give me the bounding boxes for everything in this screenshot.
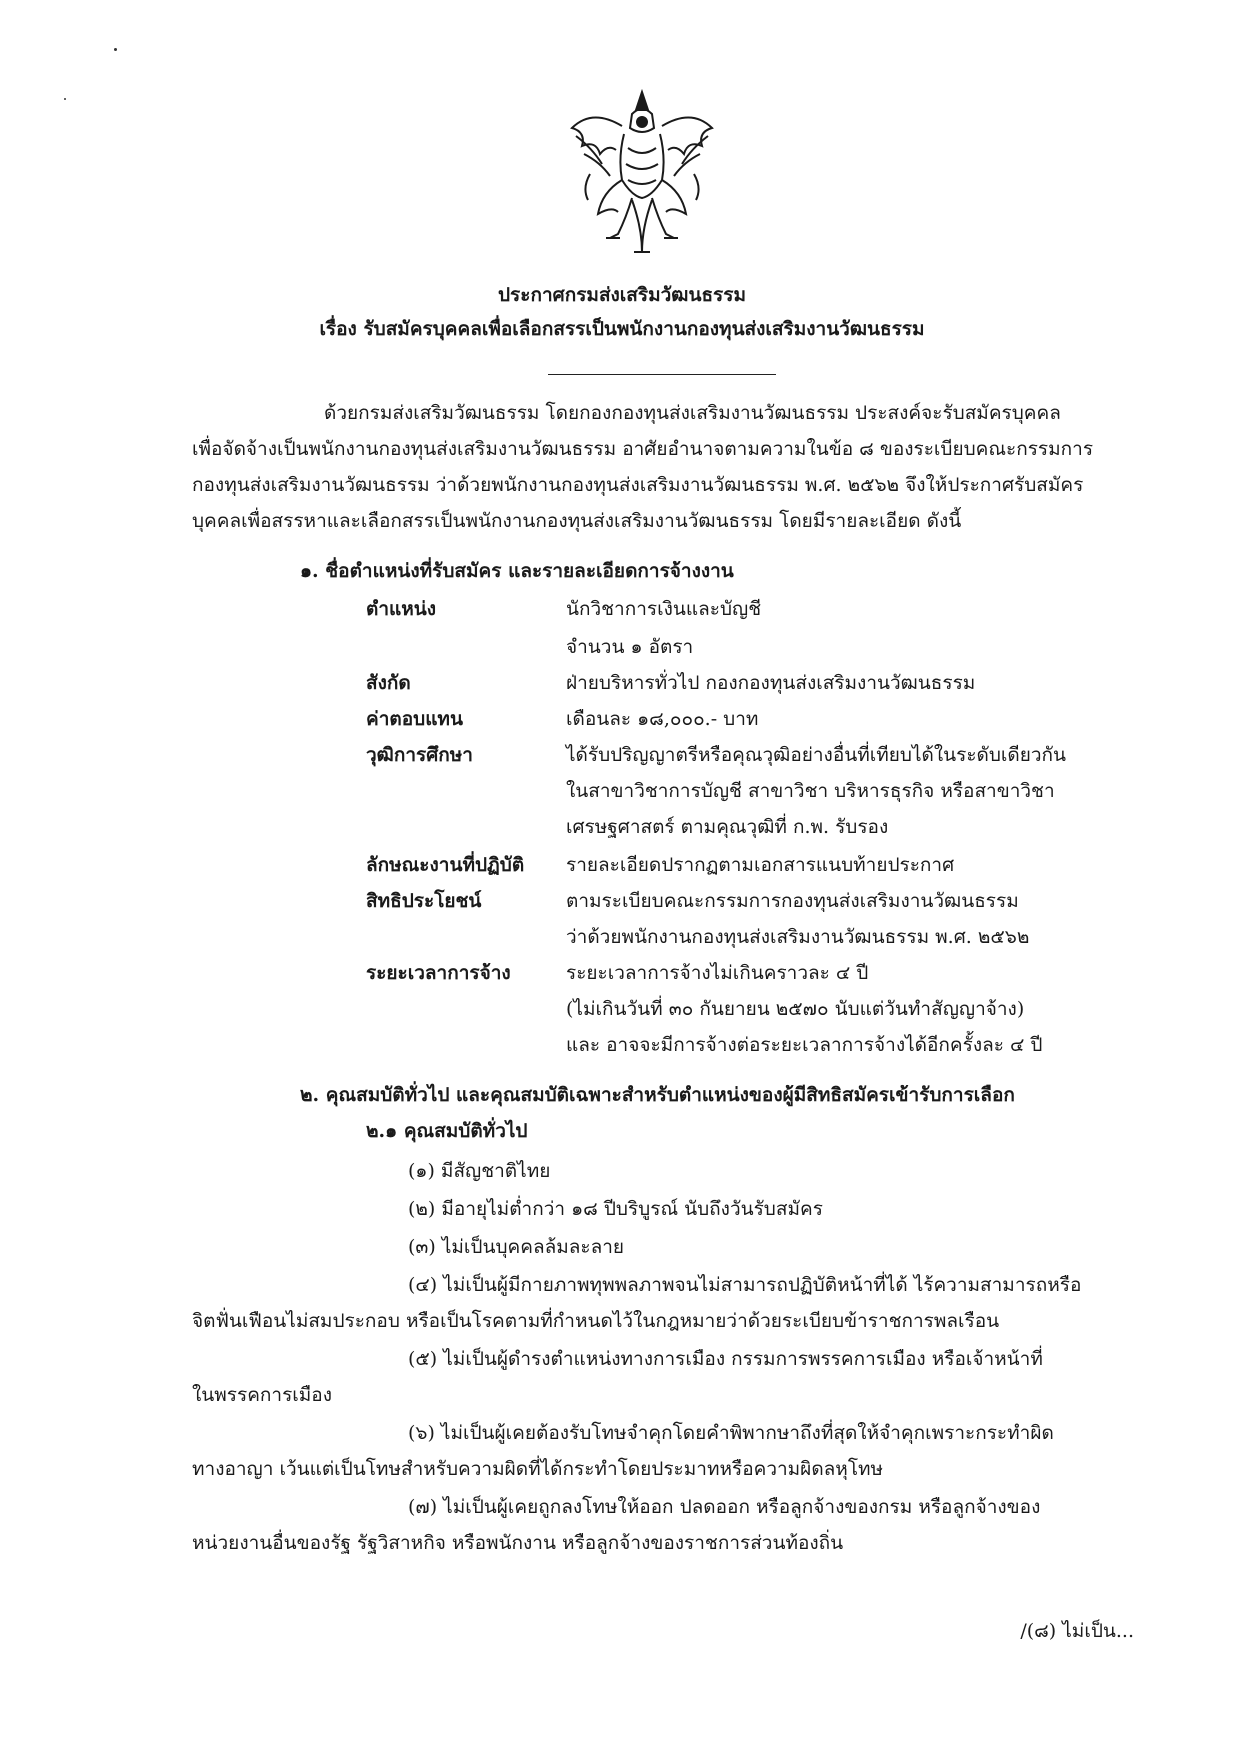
field-value-education: เศรษฐศาสตร์ ตามคุณวุฒิที่ ก.พ. รับรอง xyxy=(566,816,889,838)
field-value-term: ระยะเวลาการจ้างไม่เกินคราวละ ๔ ปี xyxy=(566,962,869,984)
field-label-term: ระยะเวลาการจ้าง xyxy=(366,962,511,984)
qualification-item-cont: ในพรรคการเมือง xyxy=(192,1384,332,1406)
field-value-benefits: ตามระเบียบคณะกรรมการกองทุนส่งเสริมงานวัฒนธรรม xyxy=(566,890,1019,912)
announcement-subject: เรื่อง รับสมัครบุคคลเพื่อเลือกสรรเป็นพนักงานกองทุนส่งเสริมงานวัฒนธรรม xyxy=(319,318,925,340)
field-value-term: และ อาจจะมีการจ้างต่อระยะเวลาการจ้างได้อีกครั้งละ ๔ ปี xyxy=(566,1034,1043,1056)
field-value-term: (ไม่เกินวันที่ ๓๐ กันยายน ๒๕๗๐ นับแต่วันทำสัญญาจ้าง) xyxy=(566,998,1025,1020)
announcement-title: ประกาศกรมส่งเสริมวัฒนธรรม xyxy=(498,284,746,306)
title-divider xyxy=(548,374,776,375)
field-value-duties: รายละเอียดปรากฏตามเอกสารแนบท้ายประกาศ xyxy=(566,854,955,876)
scan-speck xyxy=(114,48,117,51)
field-value-benefits: ว่าด้วยพนักงานกองทุนส่งเสริมงานวัฒนธรรม พ.ศ. ๒๕๖๒ xyxy=(566,926,1030,948)
garuda-emblem-icon xyxy=(562,88,722,258)
intro-line: เพื่อจัดจ้างเป็นพนักงานกองทุนส่งเสริมงานวัฒนธรรม อาศัยอำนาจตามความในข้อ ๘ ของระเบียบคณะกรรมการ xyxy=(192,438,1094,460)
field-value-education: ในสาขาวิชาการบัญชี สาขาวิชา บริหารธุรกิจ หรือสาขาวิชา xyxy=(566,780,1055,802)
page-continuation: /(๘) ไม่เป็น... xyxy=(1020,1620,1134,1642)
field-label-position: ตำแหน่ง xyxy=(366,598,437,620)
field-value-salary: เดือนละ ๑๘,๐๐๐.- บาท xyxy=(566,708,759,730)
field-label-benefits: สิทธิประโยชน์ xyxy=(366,890,482,912)
field-label-salary: ค่าตอบแทน xyxy=(366,708,463,730)
qualification-item-cont: หน่วยงานอื่นของรัฐ รัฐวิสาหกิจ หรือพนักงาน หรือลูกจ้างของราชการส่วนท้องถิ่น xyxy=(192,1532,844,1554)
section2-subheading: ๒.๑ คุณสมบัติทั่วไป xyxy=(366,1120,528,1142)
intro-line: ด้วยกรมส่งเสริมวัฒนธรรม โดยกองกองทุนส่งเสริมงานวัฒนธรรม ประสงค์จะรับสมัครบุคคล xyxy=(324,402,1061,424)
qualification-item-cont: จิตฟั่นเฟือนไม่สมประกอบ หรือเป็นโรคตามที่กำหนดไว้ในกฎหมายว่าด้วยระเบียบข้าราชการพลเรือน xyxy=(192,1310,1000,1332)
qualification-item-cont: ทางอาญา เว้นแต่เป็นโทษสำหรับความผิดที่ได้กระทำโดยประมาทหรือความผิดลหุโทษ xyxy=(192,1458,884,1480)
qualification-item: (๒) มีอายุไม่ต่ำกว่า ๑๘ ปีบริบูรณ์ นับถึงวันรับสมัคร xyxy=(408,1198,823,1220)
section1-heading: ๑. ชื่อตำแหน่งที่รับสมัคร และรายละเอียดการจ้างงาน xyxy=(300,560,734,582)
section2-heading: ๒. คุณสมบัติทั่วไป และคุณสมบัติเฉพาะสำหรับตำแหน่งของผู้มีสิทธิสมัครเข้ารับการเลือก xyxy=(300,1084,1015,1106)
qualification-item: (๑) มีสัญชาติไทย xyxy=(408,1160,551,1182)
field-value-position-count: จำนวน ๑ อัตรา xyxy=(566,636,694,658)
qualification-item: (๖) ไม่เป็นผู้เคยต้องรับโทษจำคุกโดยคำพิพากษาถึงที่สุดให้จำคุกเพราะกระทำผิด xyxy=(408,1422,1054,1444)
field-label-duties: ลักษณะงานที่ปฏิบัติ xyxy=(366,854,525,876)
field-value-position: นักวิชาการเงินและบัญชี xyxy=(566,598,762,620)
intro-line: บุคคลเพื่อสรรหาและเลือกสรรเป็นพนักงานกองทุนส่งเสริมงานวัฒนธรรม โดยมีรายละเอียด ดังนี้ xyxy=(192,510,962,532)
qualification-item: (๔) ไม่เป็นผู้มีกายภาพทุพพลภาพจนไม่สามารถปฏิบัติหน้าที่ได้ ไร้ความสามารถหรือ xyxy=(408,1274,1082,1296)
field-value-department: ฝ่ายบริหารทั่วไป กองกองทุนส่งเสริมงานวัฒนธรรม xyxy=(566,672,976,694)
field-label-education: วุฒิการศึกษา xyxy=(366,744,473,766)
qualification-item: (๕) ไม่เป็นผู้ดำรงตำแหน่งทางการเมือง กรรมการพรรคการเมือง หรือเจ้าหน้าที่ xyxy=(408,1348,1043,1370)
qualification-item: (๗) ไม่เป็นผู้เคยถูกลงโทษให้ออก ปลดออก หรือลูกจ้างของกรม หรือลูกจ้างของ xyxy=(408,1496,1041,1518)
qualification-item: (๓) ไม่เป็นบุคคลล้มละลาย xyxy=(408,1236,625,1258)
field-value-education: ได้รับปริญญาตรีหรือคุณวุฒิอย่างอื่นที่เทียบได้ในระดับเดียวกัน xyxy=(566,744,1067,766)
scan-speck xyxy=(64,98,66,100)
intro-line: กองทุนส่งเสริมงานวัฒนธรรม ว่าด้วยพนักงานกองทุนส่งเสริมงานวัฒนธรรม พ.ศ. ๒๕๖๒ จึงให้ประกาศรับสมัคร xyxy=(192,474,1084,496)
field-label-department: สังกัด xyxy=(366,672,411,694)
